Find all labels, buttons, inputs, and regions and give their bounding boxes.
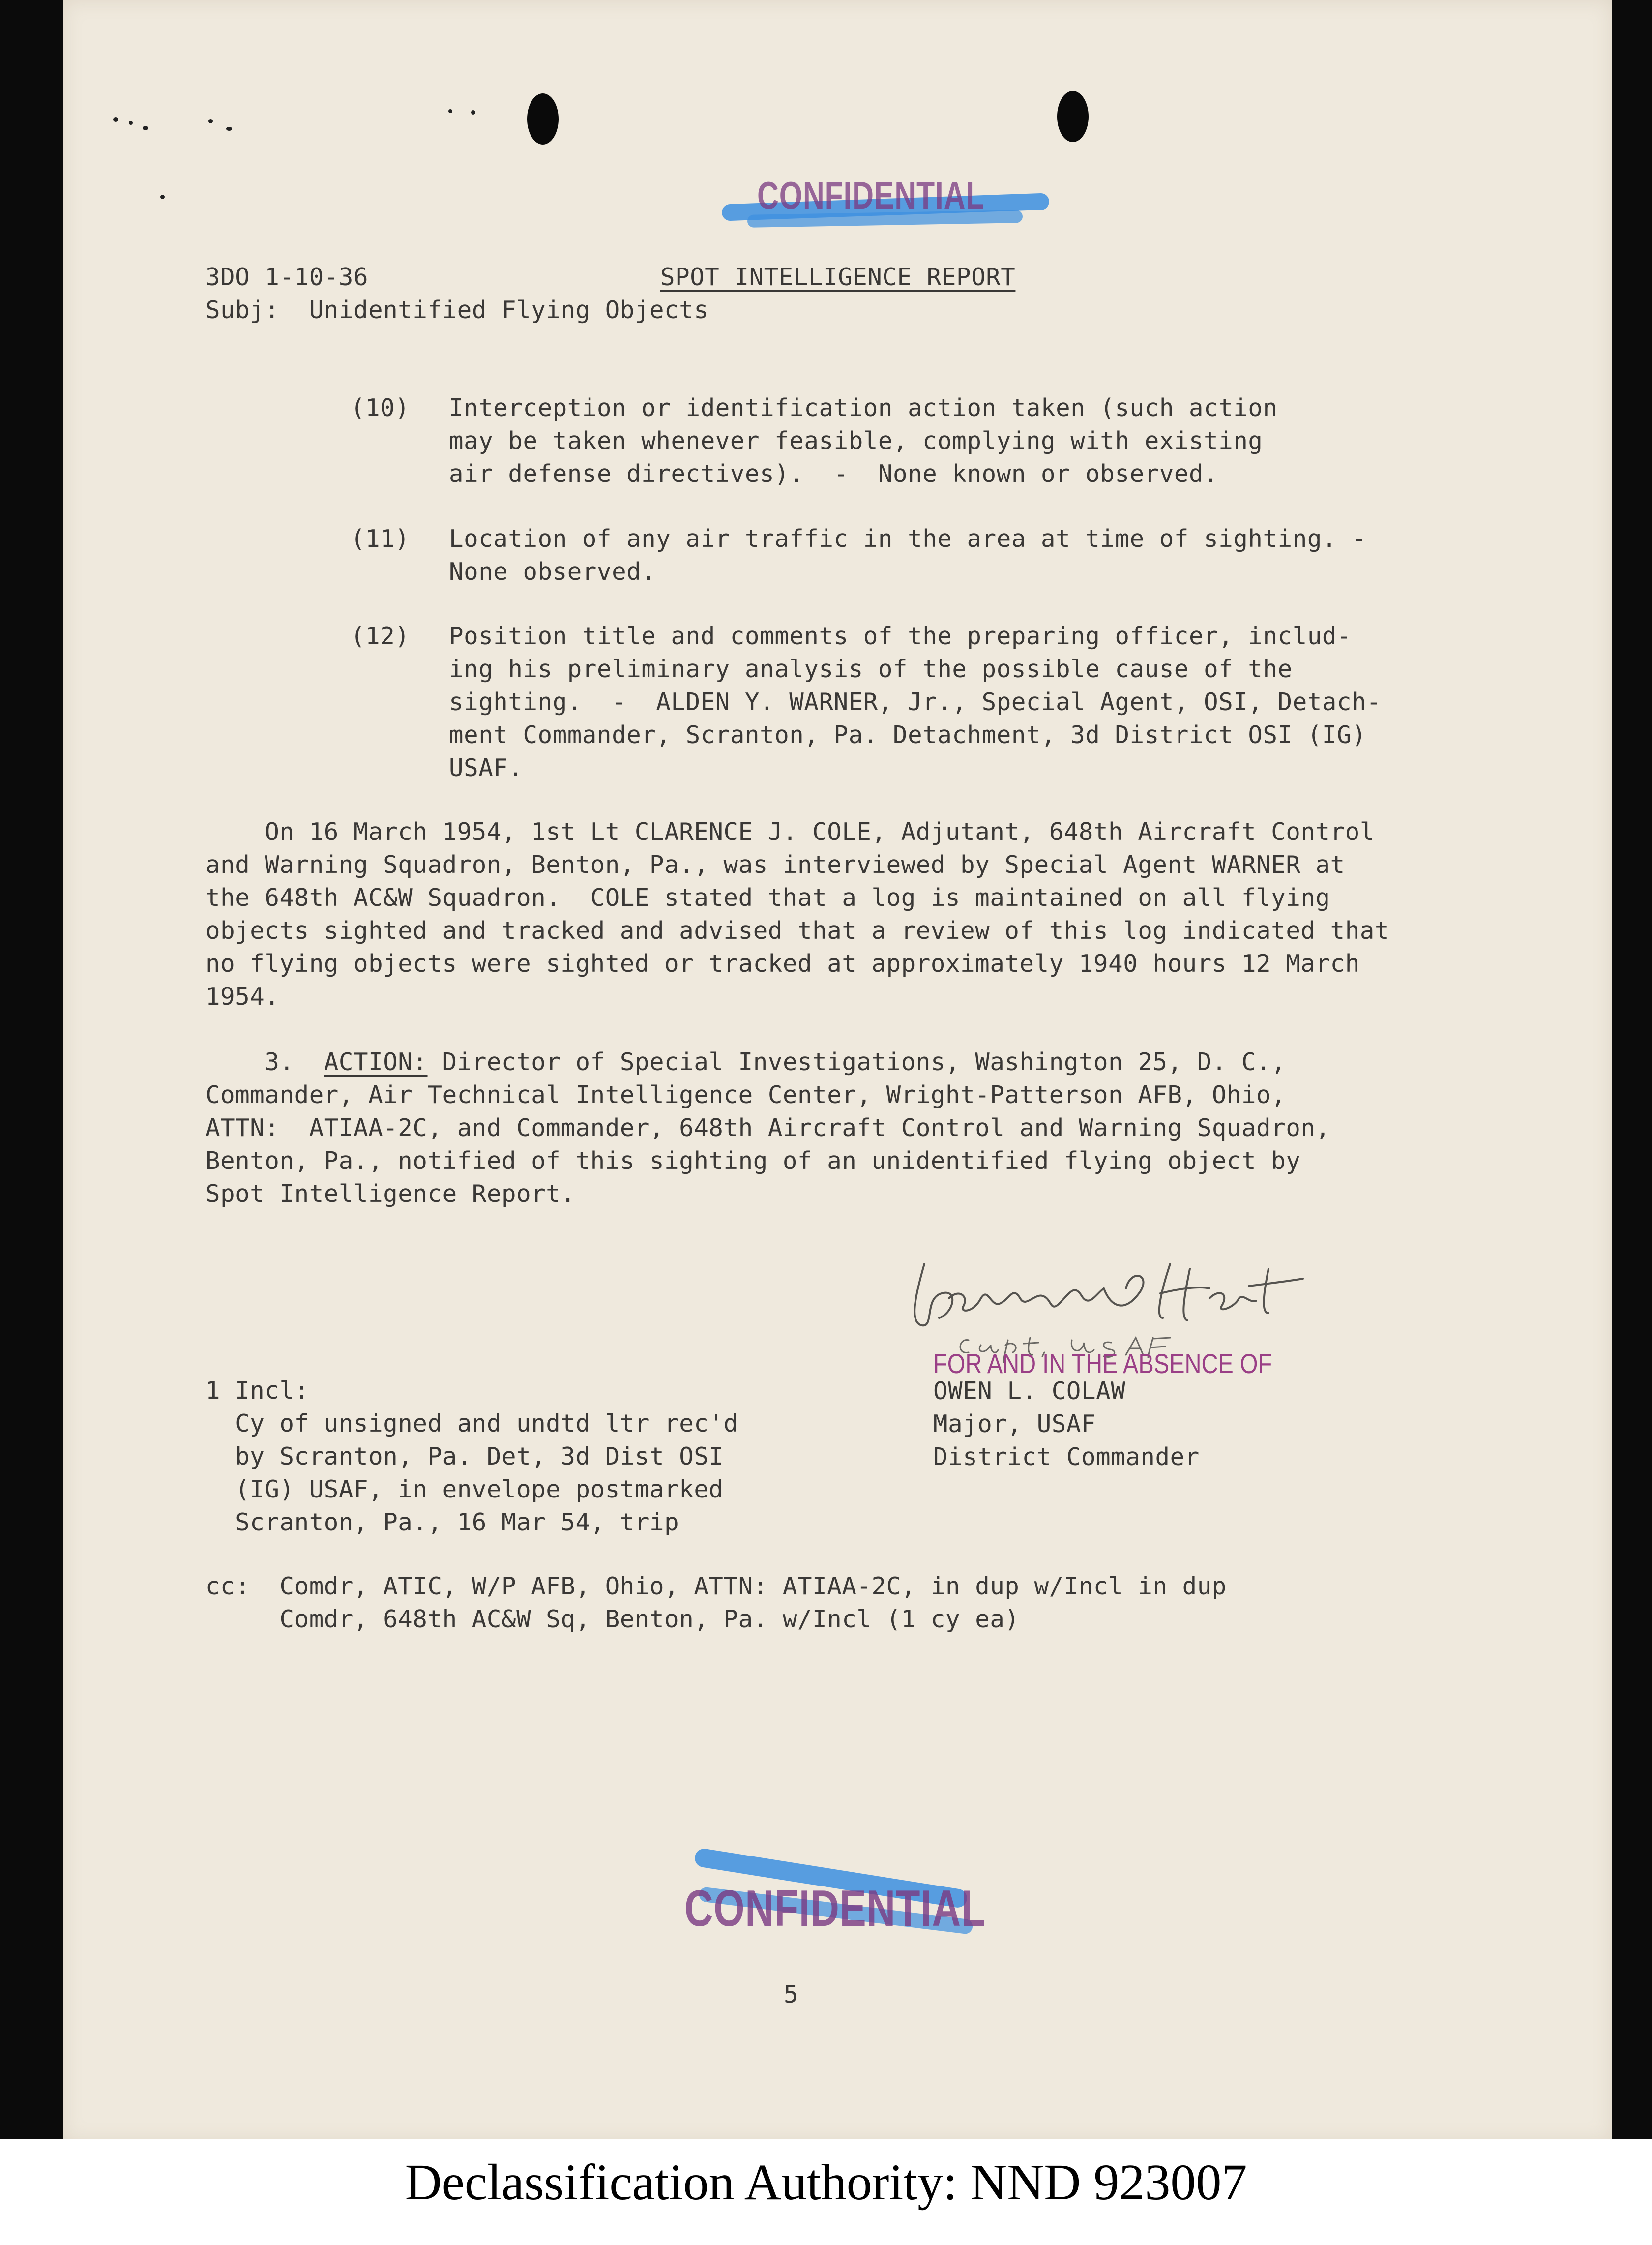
enclosure-line: Cy of unsigned and undtd ltr rec'd — [206, 1409, 738, 1437]
paper-speck — [160, 195, 165, 199]
paper-speck — [208, 119, 213, 123]
cc-line: cc: Comdr, ATIC, W/P AFB, Ohio, ATTN: ATIAA-2C, in dup w/Incl in dup — [206, 1572, 1227, 1600]
paper-speck — [448, 109, 452, 113]
file-reference: 3DO 1-10-36 — [206, 263, 369, 291]
item-number: (11) — [351, 525, 410, 553]
action-first-line-text: Director of Special Investigations, Washington 25, D. C., — [427, 1048, 1286, 1076]
action-number — [206, 1048, 265, 1076]
item-text-line: air defense directives). - None known or observed. — [449, 460, 1219, 488]
paragraph-line: no flying objects were sighted or tracked at approximately 1940 hours 12 March — [206, 950, 1360, 978]
signer-name: OWEN L. COLAW — [933, 1377, 1126, 1405]
action-number-text: 3. — [265, 1048, 295, 1076]
paper-speck — [226, 127, 232, 131]
paper-speck — [129, 121, 133, 125]
paragraph-line: the 648th AC&W Squadron. COLE stated that a log is maintained on all flying — [206, 884, 1330, 912]
action-space — [295, 1048, 324, 1076]
page-number: 5 — [784, 1980, 799, 2008]
action-line: ATTN: ATIAA-2C, and Commander, 648th Aircraft Control and Warning Squadron, — [206, 1114, 1330, 1142]
item-text-line: Position title and comments of the preparing officer, includ- — [449, 622, 1352, 650]
paragraph-line: and Warning Squadron, Benton, Pa., was interviewed by Special Agent WARNER at — [206, 851, 1345, 879]
enclosure-line: Scranton, Pa., 16 Mar 54, trip — [206, 1508, 679, 1536]
item-text-line: Interception or identification action taken (such action — [449, 394, 1278, 422]
item-text-line: USAF. — [449, 754, 523, 782]
paper-speck — [143, 126, 148, 130]
paragraph-line: objects sighted and tracked and advised that a review of this log indicated that — [206, 917, 1390, 945]
subject-line: Subj: Unidentified Flying Objects — [206, 296, 709, 324]
action-line: Spot Intelligence Report. — [206, 1180, 576, 1208]
paper-speck — [113, 117, 118, 122]
paragraph-line: 1954. — [206, 983, 280, 1011]
signer-title: District Commander — [933, 1443, 1200, 1471]
action-label: ACTION: — [324, 1048, 428, 1076]
punch-hole-left — [527, 93, 559, 145]
item-text-line: Location of any air traffic in the area at time of sighting. - — [449, 525, 1367, 553]
signer-rank: Major, USAF — [933, 1410, 1096, 1438]
item-text-line: may be taken whenever feasible, complying with existing — [449, 427, 1263, 455]
enclosure-heading: 1 Incl: — [206, 1377, 309, 1405]
paragraph-line: On 16 March 1954, 1st Lt CLARENCE J. COLE, Adjutant, 648th Aircraft Control — [206, 818, 1375, 846]
item-text-line: sighting. - ALDEN Y. WARNER, Jr., Special Agent, OSI, Detach- — [449, 688, 1382, 716]
classification-stamp-text: CONFIDENTIAL — [684, 1880, 986, 1937]
classification-stamp-text: CONFIDENTIAL — [757, 174, 985, 217]
item-number: (10) — [351, 394, 410, 422]
item-text-line: None observed. — [449, 558, 656, 586]
cc-line: Comdr, 648th AC&W Sq, Benton, Pa. w/Incl (1 cy ea) — [206, 1605, 1020, 1633]
absence-stamp: FOR AND IN THE ABSENCE OF — [933, 1348, 1272, 1379]
paper-speck — [471, 110, 475, 115]
item-text-line: ing his preliminary analysis of the possible cause of the — [449, 655, 1293, 683]
declassification-authority: Declassification Authority: NND 923007 — [405, 2154, 1247, 2211]
punch-hole-right — [1057, 91, 1089, 142]
enclosure-line: (IG) USAF, in envelope postmarked — [206, 1475, 724, 1503]
enclosure-line: by Scranton, Pa. Det, 3d Dist OSI — [206, 1442, 724, 1470]
report-title: SPOT INTELLIGENCE REPORT — [660, 263, 1016, 291]
item-text-line: ment Commander, Scranton, Pa. Detachment, 3d District OSI (IG) — [449, 721, 1367, 749]
action-line: Benton, Pa., notified of this sighting of an unidentified flying object by — [206, 1147, 1301, 1175]
action-first-line — [206, 1046, 1286, 1078]
action-line: Commander, Air Technical Intelligence Center, Wright-Patterson AFB, Ohio, — [206, 1081, 1286, 1109]
item-number: (12) — [351, 622, 410, 650]
